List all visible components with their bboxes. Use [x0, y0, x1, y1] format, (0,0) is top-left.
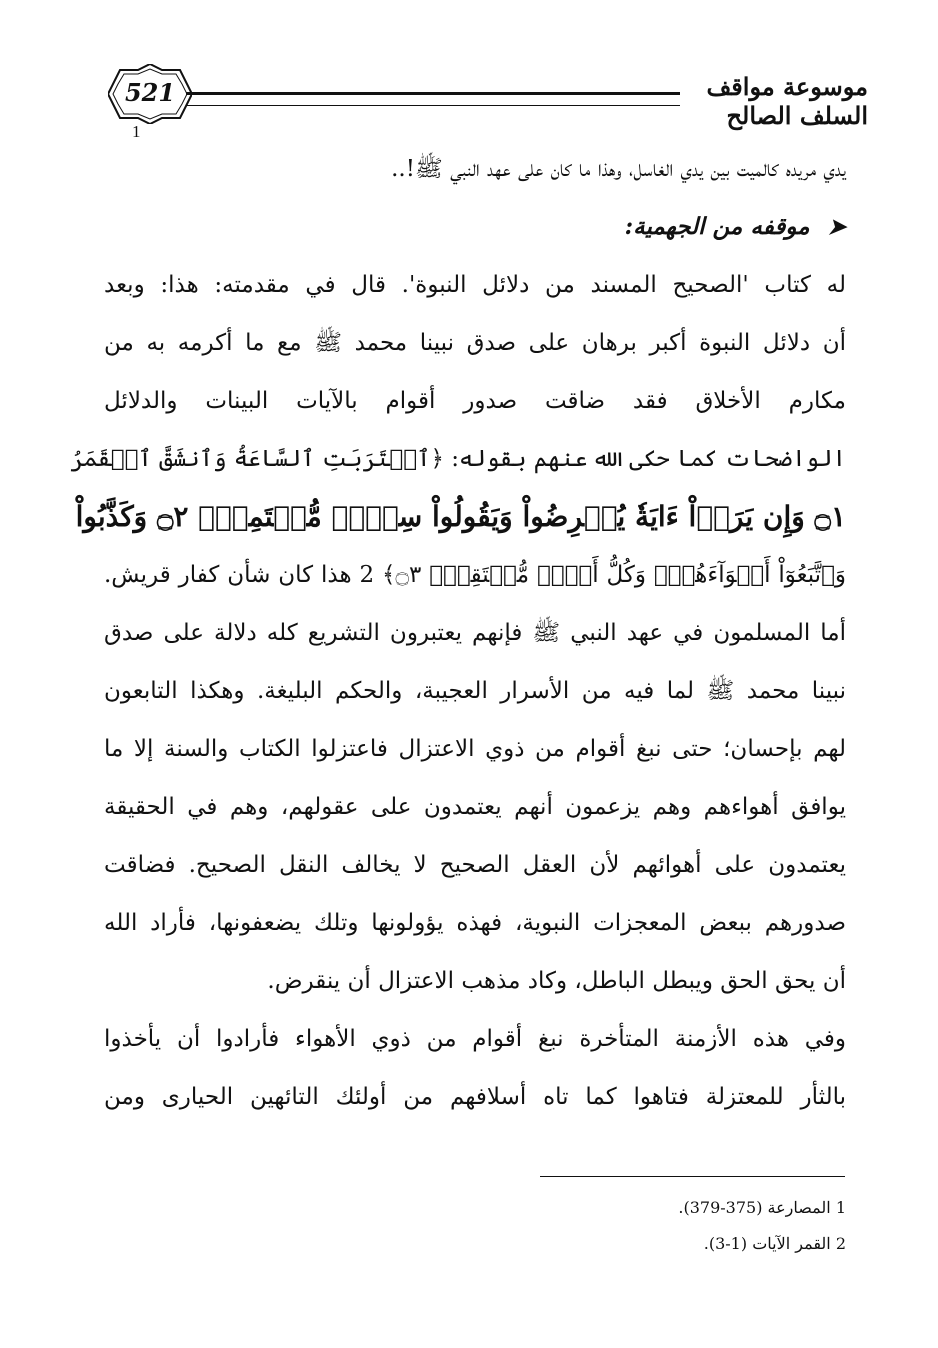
- header-rule: [186, 92, 680, 106]
- text-line: يدي مريده كالميت بين يدي الغاسل، وهذا ما كان على عهد النبي ﷺ!..: [391, 156, 846, 182]
- footnote-marker: 1: [132, 122, 141, 141]
- section-heading: [104, 198, 846, 256]
- quran-verse-line: وَٱتَّبَعُوٓاْ أَهۡوَآءَهُمۡۚ وَكُلُّ أَمۡرٖ مُّسۡتَقِرّٞ ۝٣﴾ 2 هذا كان شأن كفار قريش.: [104, 562, 846, 588]
- text-line: مكارم الأخلاق فقد ضاقت صدور أقوام بالآيات البينات والدلائل: [104, 388, 846, 414]
- text-line: أن دلائل النبوة أكبر برهان على صدق نبينا محمد ﷺ مع ما أكرمه به من: [104, 330, 846, 356]
- page-number-badge: [108, 64, 192, 124]
- body-text: [70, 140, 846, 1126]
- text-line: صدورهم ببعض المعجزات النبوية، فهذه يؤولونها وتلك يضعفونها، فأراد الله: [104, 910, 846, 936]
- text-line: لهم بإحسان؛ حتى نبغ أقوام من ذوي الاعتزال فاعتزلوا الكتاب والسنة إلا ما: [104, 736, 846, 762]
- page-header: [108, 64, 868, 136]
- text-line: له كتاب 'الصحيح المسند من دلائل النبوة'. قال في مقدمته: هذا: وبعد: [104, 272, 846, 298]
- text-line: نبينا محمد ﷺ لما فيه من الأسرار العجيبة، والحكم البليغة. وهكذا التابعون: [104, 678, 846, 704]
- text-line: أما المسلمون في عهد النبي ﷺ فإنهم يعتبرون التشريع كله دلالة على صدق: [104, 620, 846, 646]
- footnote: 1 المصارعة (375-379).: [678, 1198, 846, 1217]
- text-line: الواضحات كما حكى الله عنهم بقوله: ﴿ٱقۡتَرَبَتِ ٱلسَّاعَةُ وَٱنشَقَّ ٱلۡقَمَرُ: [70, 446, 846, 472]
- arrow-bullet-icon: ➤: [827, 214, 846, 240]
- text-line: أن يحق الحق ويبطل الباطل، وكاد مذهب الاعتزال أن ينقرض.: [267, 968, 846, 994]
- section-heading-text: موقفه من الجهمية:: [624, 213, 810, 240]
- footnote: 2 القمر الآيات (1-3).: [703, 1234, 846, 1253]
- page-number: 521: [124, 78, 176, 107]
- footnote-rule: [540, 1176, 845, 1177]
- text-line: بالثأر للمعتزلة فتاهوا كما تاه أسلافهم من أولئك التائهين الحيارى ومن: [104, 1084, 846, 1110]
- text-line: يعتمدون على أهوائهم لأن العقل الصحيح لا يخالف النقل الصحيح. فضاقت: [104, 852, 846, 878]
- series-title: موسوعة مواقف السلف الصالح: [706, 72, 868, 130]
- quran-verse-line: ۝١ وَإِن يَرَوۡاْ ءَايَةٗ يُعۡرِضُواْ وَيَقُولُواْ سِحۡرٞ مُّسۡتَمِرّٞ ۝٢ وَكَذَّبُواْ: [75, 500, 846, 533]
- footnotes: [346, 1190, 846, 1262]
- text-line: يوافق أهواءهم وهم يزعمون أنهم يعتمدون على عقولهم، وهم في الحقيقة: [104, 794, 846, 820]
- text-line: وفي هذه الأزمنة المتأخرة نبغ أقوام من ذوي الأهواء فأرادوا أن يأخذوا: [104, 1026, 846, 1052]
